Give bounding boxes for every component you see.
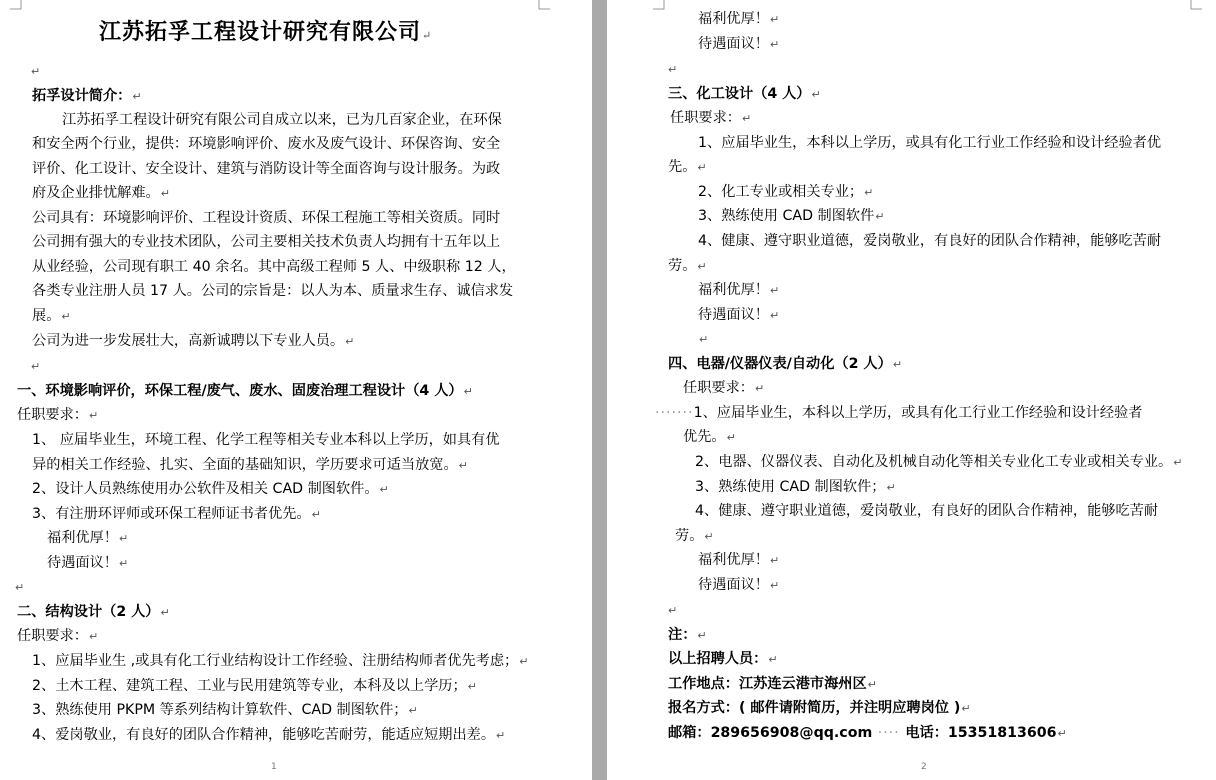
page-corner-mark — [653, 0, 665, 10]
tab-leader-dots: ···· — [872, 725, 906, 741]
intro-line: 公司具有：环境影响评价、工程设计资质、环保工程施工等相关资质。同时 — [32, 210, 501, 226]
note-label: 注：↵ — [668, 627, 707, 643]
page-number: 1 — [271, 762, 277, 772]
intro-line: 公司拥有强大的专业技术团队，公司主要相关技术负责人均拥有十五年以上 — [32, 234, 501, 250]
benefit-text: 福利优厚！↵ — [47, 530, 129, 546]
salary-text: 待遇面议！↵ — [698, 577, 780, 593]
intro-line: 各类专业注册人员 17 人。公司的宗旨是：以人为本、质量求生存、诚信求发 — [32, 283, 514, 299]
page-number: 2 — [921, 762, 927, 772]
page-corner-mark — [538, 0, 550, 10]
empty-paragraph: ↵ — [668, 604, 678, 617]
empty-paragraph: ↵ — [15, 581, 25, 594]
requirement-item: 3、有注册环评师或环保工程师证书者优先。↵ — [32, 506, 321, 522]
email-text: 邮箱：289656908@qq.com — [668, 725, 873, 741]
requirement-item: 优先。↵ — [683, 429, 736, 445]
apply-method: 报名方式：( 邮件请附简历，并注明应聘岗位 )↵ — [668, 700, 971, 716]
requirement-item: 先。↵ — [668, 159, 707, 175]
requirements-label: 任职要求：↵ — [670, 110, 752, 126]
intro-line: 评价、化工设计、安全设计、建筑与消防设计等全面咨询与设计服务。为政 — [32, 161, 501, 177]
requirement-item: 2、设计人员熟练使用办公软件及相关 CAD 制图软件。↵ — [32, 481, 389, 497]
recruit-label: 以上招聘人员：↵ — [668, 651, 778, 667]
intro-line: 公司为进一步发展壮大，高新诚聘以下专业人员。↵ — [32, 333, 355, 349]
requirement-item: 1、应届毕业生 ,或具有化工行业结构设计工作经验、注册结构师者优先考虑；↵ — [32, 653, 529, 669]
benefit-text: 福利优厚！↵ — [698, 552, 780, 568]
requirement-item: 4、爱岗敬业，有良好的团队合作精神，能够吃苦耐劳，能适应短期出差。↵ — [32, 727, 506, 743]
intro-line: 从业经验，公司现有职工 40 余名。其中高级工程师 5 人、中级职称 12 人， — [32, 259, 516, 275]
intro-line: 府及企业排忧解难。↵ — [32, 185, 170, 201]
requirements-label: 任职要求：↵ — [683, 380, 765, 396]
section-4-heading: 四、电器/仪器仪表/自动化（2 人）↵ — [668, 356, 903, 372]
intro-line: 和安全两个行业，提供：环境影响评价、废水及废气设计、环保咨询、安全 — [32, 136, 501, 152]
requirement-item: ·······1、应届毕业生，本科以上学历，或具有化工行业工作经验和设计经验者 — [655, 405, 1143, 421]
requirement-item: 劳。↵ — [675, 528, 714, 544]
section-2-heading: 二、结构设计（2 人）↵ — [17, 604, 170, 620]
intro-heading: 拓孚设计简介：↵ — [32, 88, 142, 104]
requirements-label: 任职要求：↵ — [17, 407, 99, 423]
salary-text: 待遇面议！↵ — [698, 36, 780, 52]
requirement-item: 3、熟练使用 CAD 制图软件↵ — [698, 208, 885, 224]
phone-text: 电话：15351813606 — [905, 725, 1057, 741]
requirement-item: 4、健康、遵守职业道德，爱岗敬业，有良好的团队合作精神，能够吃苦耐 — [698, 233, 1162, 249]
requirement-item: 2、化工专业或相关专业；↵ — [698, 184, 874, 200]
benefit-text: 福利优厚！↵ — [698, 282, 780, 298]
section-3-heading: 三、化工设计（4 人）↵ — [668, 86, 821, 102]
requirement-item: 劳。↵ — [668, 258, 707, 274]
requirement-item: 1、 应届毕业生，环境工程、化学工程等相关专业本科以上学历，如具有优 — [32, 432, 500, 448]
intro-line: 江苏拓孚工程设计研究有限公司自成立以来，已为几百家企业，在环保 — [62, 112, 502, 128]
tab-leader-dots: ······· — [655, 405, 694, 421]
empty-paragraph: ↵ — [699, 333, 709, 346]
company-title: 江苏拓孚工程设计研究有限公司↵ — [99, 19, 433, 45]
intro-line: 展。↵ — [32, 308, 71, 324]
empty-paragraph: ↵ — [31, 65, 41, 78]
section-1-heading: 一、环境影响评价，环保工程/废气、废水、固废治理工程设计（4 人）↵ — [17, 383, 473, 399]
benefit-text: 福利优厚！↵ — [698, 11, 780, 27]
requirement-item: 2、土木工程、建筑工程、工业与民用建筑等专业，本科及以上学历；↵ — [32, 678, 477, 694]
requirement-item: 3、熟练使用 PKPM 等系列结构计算软件、CAD 制图软件；↵ — [32, 702, 418, 718]
work-location: 工作地点：江苏连云港市海州区↵ — [668, 676, 877, 692]
page-corner-mark — [1190, 0, 1202, 10]
requirement-item: 4、健康、遵守职业道德，爱岗敬业，有良好的团队合作精神，能够吃苦耐 — [695, 503, 1159, 519]
requirement-item: 异的相关工作经验、扎实、全面的基础知识，学历要求可适当放宽。↵ — [32, 457, 468, 473]
salary-text: 待遇面议！↵ — [47, 555, 129, 571]
requirement-item: 1、应届毕业生，本科以上学历，或具有化工行业工作经验和设计经验者优 — [698, 135, 1162, 151]
empty-paragraph: ↵ — [668, 63, 678, 76]
document-page-1 — [0, 0, 592, 780]
requirement-item: 3、熟练使用 CAD 制图软件；↵ — [695, 479, 896, 495]
empty-paragraph: ↵ — [31, 360, 41, 373]
contact-line: 邮箱：289656908@qq.com ···· 电话：15351813606↵ — [668, 725, 1067, 741]
page-corner-mark — [10, 0, 22, 10]
document-page-2 — [607, 0, 1216, 780]
page-gutter — [592, 0, 607, 780]
requirements-label: 任职要求：↵ — [17, 628, 99, 644]
salary-text: 待遇面议！↵ — [698, 307, 780, 323]
requirement-item: 2、电器、仪器仪表、自动化及机械自动化等相关专业化工专业或相关专业。↵ — [695, 454, 1183, 470]
